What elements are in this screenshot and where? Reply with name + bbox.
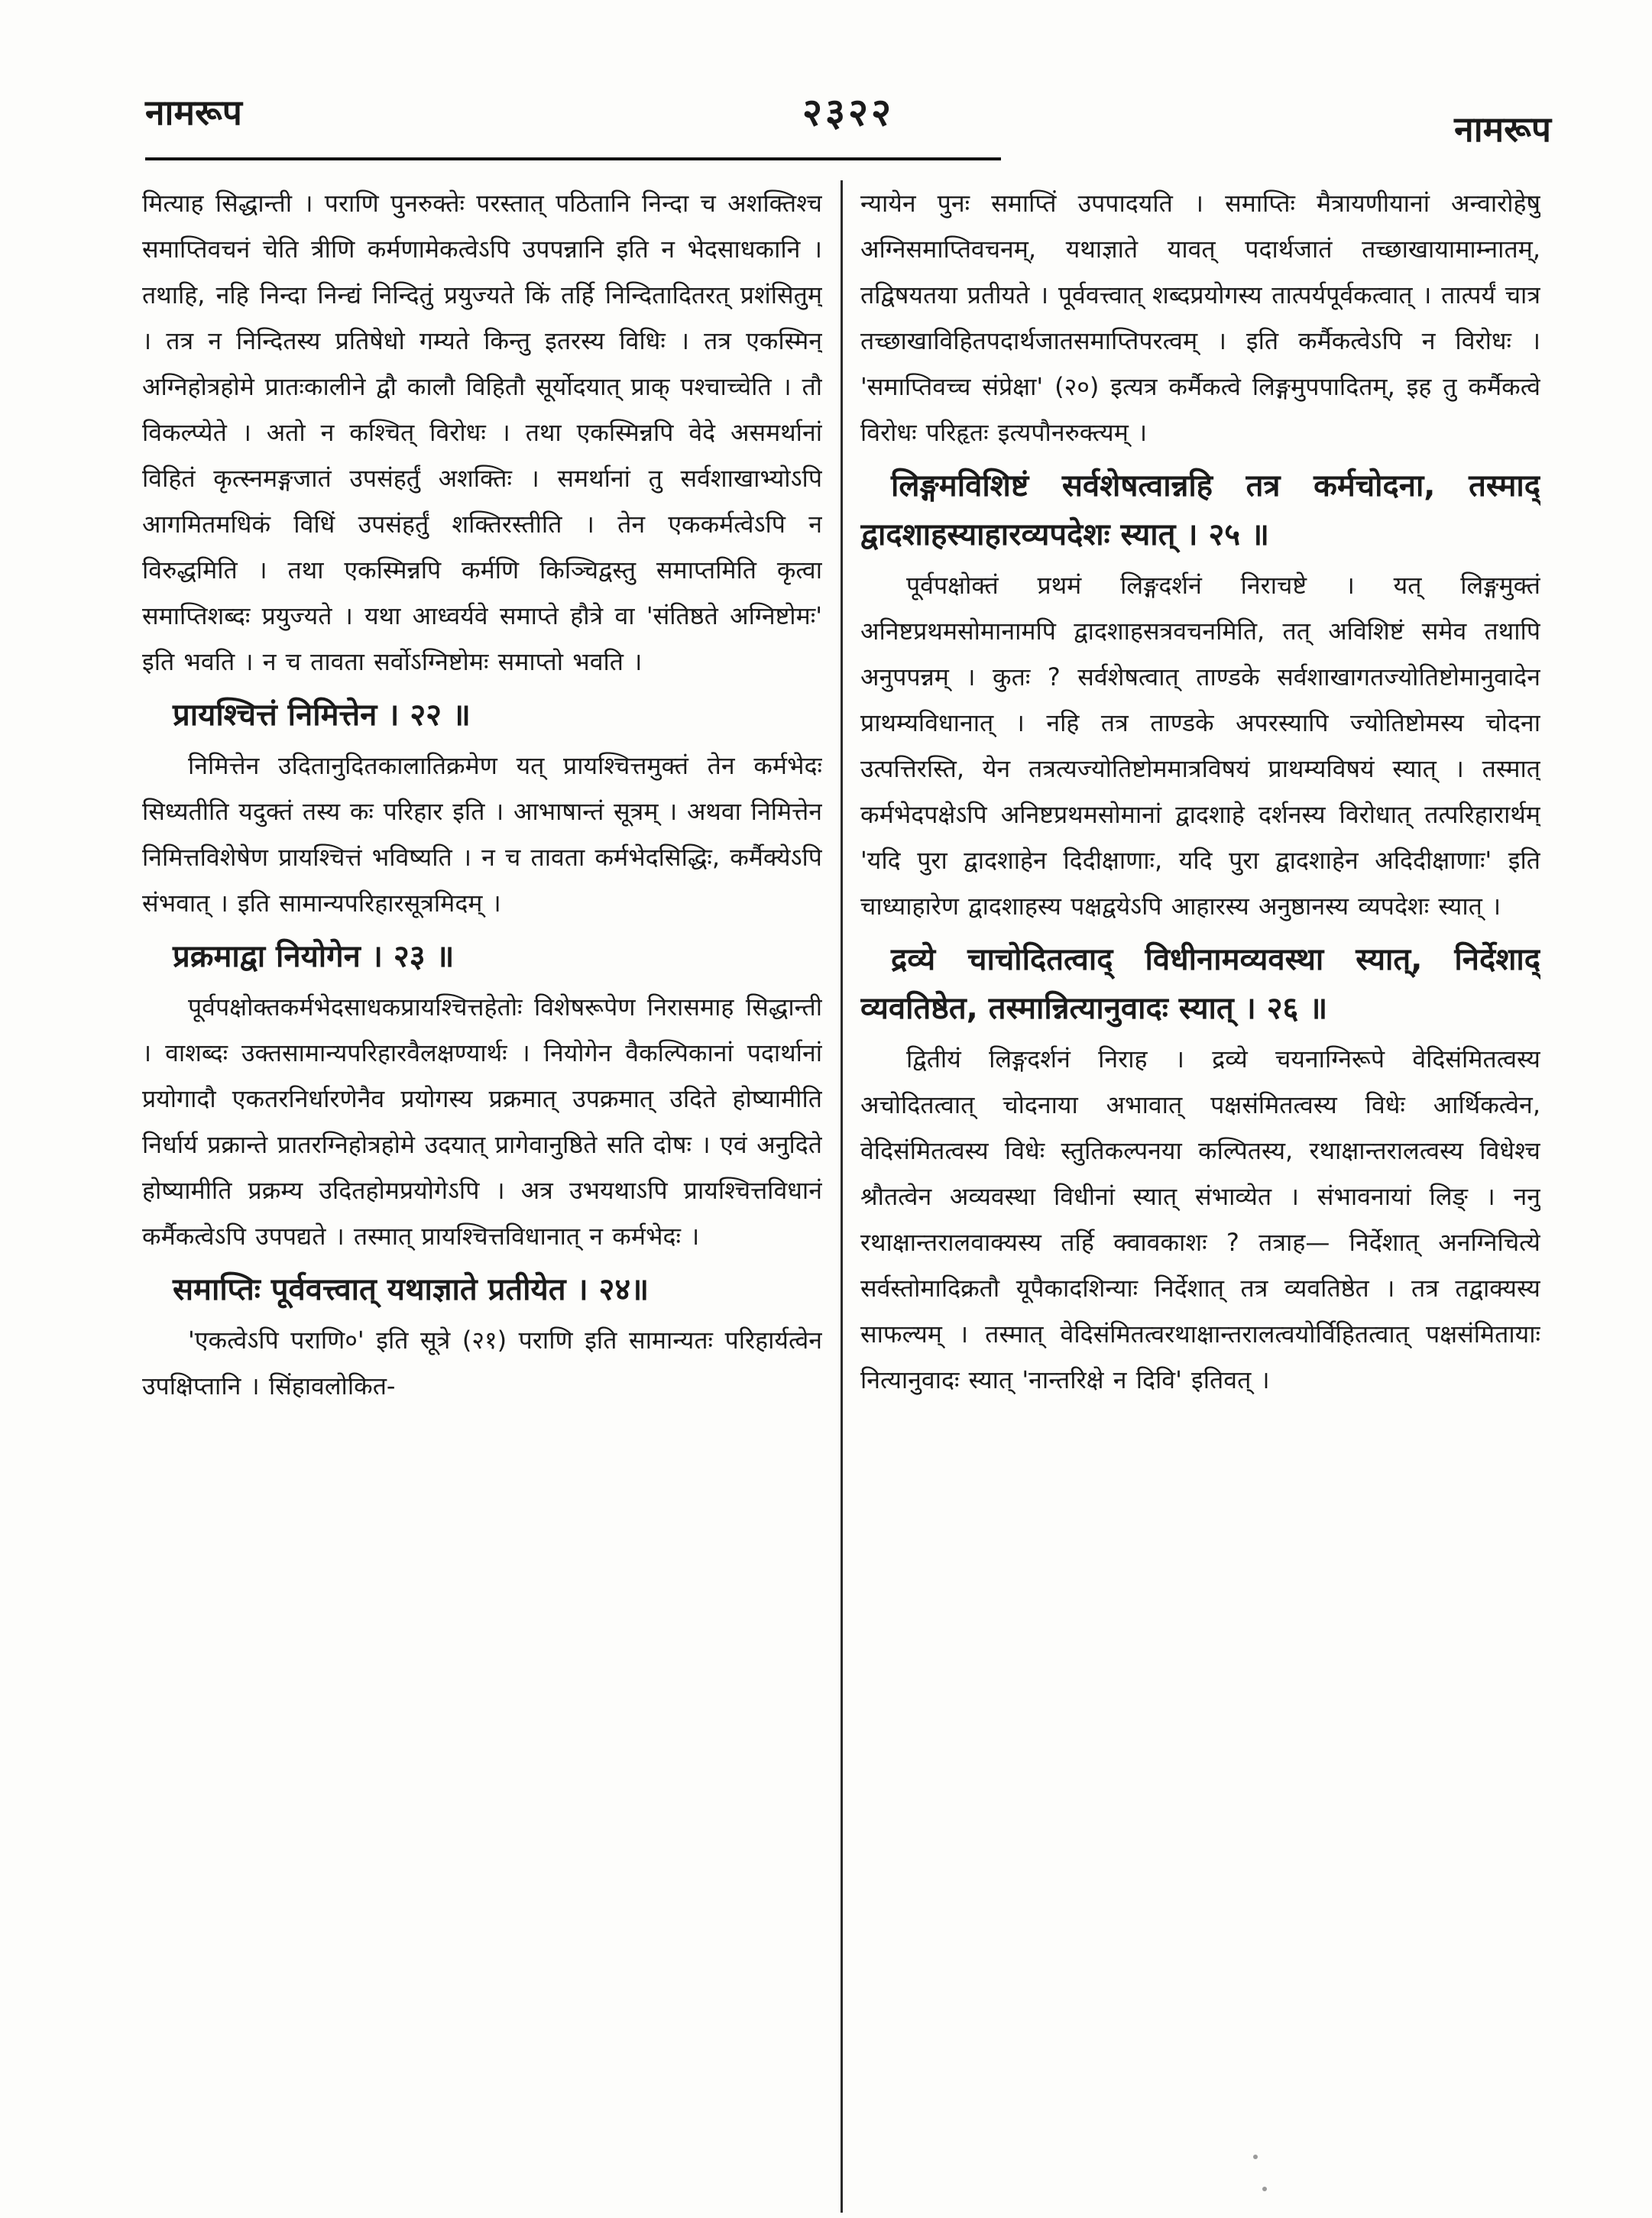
header-rule bbox=[145, 157, 1001, 160]
header-left-keyword: नामरूप bbox=[145, 92, 242, 133]
sutra-heading: लिङ्गमविशिष्टं सर्वशेषत्वान्नहि तत्र कर्मचोदना, तस्माद् द्वादशाहस्याहारव्यपदेशः स्यात् । २५ ॥ bbox=[860, 468, 1540, 552]
page-number: २३२२ bbox=[802, 90, 894, 134]
print-speck bbox=[1253, 2155, 1258, 2159]
sutra-heading: समाप्तिः पूर्ववत्त्वात् यथाज्ञाते प्रतीयेत । २४॥ bbox=[173, 1272, 649, 1307]
header-right-keyword: नामरूप bbox=[1454, 108, 1551, 150]
commentary-paragraph: द्वितीयं लिङ्गदर्शनं निराह । द्रव्ये चयनाग्निरूपे वेदिसंमितत्वस्य अचोदितत्वात् चोदनाया अभावात् पक्षसंमितत्वस्य विधेः आर्थिकत्वेन, वेदिसंमितत्वस्य विधेः स्तुतिकल्पनया कल्पितस्य, रथाक्षान्तरालत्वस्य विधेश्च श्रौतत्वेन अव्यवस्था विधीनां स्यात् संभाव्येत । संभावनायां लिङ् । ननु रथाक्षान्तरालवाक्यस्य तर्हि क्वावकाशः ? तत्राह— निर्देशात् अनग्निचित्ये सर्वस्तोमादिक्रतौ यूपैकादशिन्याः निर्देशात् तत्र व्यवतिष्ठेत । तत्र तद्वाक्यस्य साफल्यम् । तस्मात् वेदिसंमितत्वरथाक्षान्तरालत्वयोर्विहितत्वात् पक्षसंमितायाः नित्यानुवादः स्यात् 'नान्तरिक्षे न दिवि' इतिवत् । bbox=[860, 1044, 1540, 1394]
sutra-heading: प्रक्रमाद्वा नियोगेन । २३ ॥ bbox=[173, 939, 455, 974]
right-column bbox=[860, 180, 1540, 2029]
print-speck bbox=[1262, 2187, 1267, 2191]
commentary-paragraph: मित्याह सिद्धान्ती । पराणि पुनरुक्तेः परस्तात् पठितानि निन्दा च अशक्तिश्च समाप्तिवचनं चेति त्रीणि कर्मणामेकत्वेऽपि उपपन्नानि इति न भेदसाधकानि । तथाहि, नहि निन्दा निन्द्यं निन्दितुं प्रयुज्यते किं तर्हि निन्दितादितरत् प्रशंसितुम् । तत्र न निन्दितस्य प्रतिषेधो गम्यते किन्तु इतरस्य विधिः । तत्र एकस्मिन् अग्निहोत्रहोमे प्रातःकालीने द्वौ कालौ विहितौ सूर्योदयात् प्राक् पश्चाच्चेति । तौ विकल्प्येते । अतो न कश्चित् विरोधः । तथा एकस्मिन्नपि वेदे असमर्थानां विहितं कृत्स्नमङ्गजातं उपसंहर्तुं अशक्तिः । समर्थानां तु सर्वशाखाभ्योऽपि आगमितमधिकं विधिं उपसंहर्तुं शक्तिरस्तीति । तेन एककर्मत्वेऽपि न विरुद्धमिति । तथा एकस्मिन्नपि कर्मणि किञ्चिद्वस्तु समाप्तमिति कृत्वा समाप्तिशब्दः प्रयुज्यते । यथा आध्वर्यवे समाप्ते हौत्रे वा 'संतिष्ठते अग्निष्टोमः' इति भवति । न च तावता सर्वोऽग्निष्टोमः समाप्तो भवति । bbox=[142, 189, 822, 676]
sutra-heading: द्रव्ये चाचोदितत्वाद् विधीनामव्यवस्था स्यात्, निर्देशाद् व्यवतिष्ठेत, तस्मान्नित्यानुवादः स्यात् । २६ ॥ bbox=[860, 942, 1540, 1026]
running-head bbox=[145, 86, 1551, 154]
left-column bbox=[142, 180, 822, 2090]
sutra-heading: प्रायश्चित्तं निमित्तेन । २२ ॥ bbox=[173, 698, 471, 733]
commentary-paragraph: न्यायेन पुनः समाप्तिं उपपादयति । समाप्तिः मैत्रायणीयानां अन्वारोहेषु अग्निसमाप्तिवचनम्, यथाज्ञाते यावत् पदार्थजातं तच्छाखायामाम्नातम्, तद्विषयतया प्रतीयते । पूर्ववत्त्वात् शब्दप्रयोगस्य तात्पर्यपूर्वकत्वात् । तात्पर्यं चात्र तच्छाखाविहितपदार्थजातसमाप्तिपरत्वम् । इति कर्मैकत्वेऽपि न विरोधः । 'समाप्तिवच्च संप्रेक्षा' (२०) इत्यत्र कर्मैकत्वे लिङ्गमुपपादितम्, इह तु कर्मैकत्वे विरोधः परिहृतः इत्यपौनरुक्त्यम् । bbox=[860, 189, 1540, 447]
commentary-paragraph: 'एकत्वेऽपि पराणि०' इति सूत्रे (२१) पराणि इति सामान्यतः परिहार्यत्वेन उपक्षिप्तानि । सिंहावलोकित- bbox=[142, 1326, 822, 1400]
commentary-paragraph: पूर्वपक्षोक्तकर्मभेदसाधकप्रायश्चित्तहेतोः विशेषरूपेण निरासमाह सिद्धान्ती । वाशब्दः उक्तसामान्यपरिहारवैलक्षण्यार्थः । नियोगेन वैकल्पिकानां पदार्थानां प्रयोगादौ एकतरनिर्धारणेनैव प्रयोगस्य प्रक्रमात् उपक्रमात् उदिते होष्यामीति निर्धार्य प्रक्रान्ते प्रातरग्निहोत्रहोमे उदयात् प्रागेवानुष्ठिते सति दोषः । एवं अनुदिते होष्यामीति प्रक्रम्य उदितहोमप्रयोगेऽपि । अत्र उभयथाऽपि प्रायश्चित्तविधानं कर्मैकत्वेऽपि उपपद्यते । तस्मात् प्रायश्चित्तविधानात् न कर्मभेदः । bbox=[142, 992, 822, 1251]
commentary-paragraph: पूर्वपक्षोक्तं प्रथमं लिङ्गदर्शनं निराचष्टे । यत् लिङ्गमुक्तं अनिष्टप्रथमसोमानामपि द्वादशाहसत्रवचनमिति, तत् अविशिष्टं समेव तथापि अनुपपन्नम् । कुतः ? सर्वशेषत्वात् ताण्डके सर्वशाखागतज्योतिष्टोमानुवादेन प्राथम्यविधानात् । नहि तत्र ताण्डके अपरस्यापि ज्योतिष्टोमस्य चोदना उत्पत्तिरस्ति, येन तत्रत्यज्योतिष्टोममात्रविषयं प्राथम्यविषयं स्यात् । तस्मात् कर्मभेदपक्षेऽपि अनिष्टप्रथमसोमानां द्वादशाहे दर्शनस्य विरोधात् तत्परिहारार्थम् 'यदि पुरा द्वादशाहेन दिदीक्षाणाः, यदि पुरा द्वादशाहेन अदिदीक्षाणाः' इति चाध्याहारेण द्वादशाहस्य पक्षद्वयेऽपि आहारस्य अनुष्ठानस्य व्यपदेशः स्यात् । bbox=[860, 571, 1540, 921]
column-divider bbox=[841, 180, 843, 2213]
commentary-paragraph: निमित्तेन उदितानुदितकालातिक्रमेण यत् प्रायश्चित्तमुक्तं तेन कर्मभेदः सिध्यतीति यदुक्तं तस्य कः परिहार इति । आभाषान्तं सूत्रम् । अथवा निमित्तेन निमित्तविशेषेण प्रायश्चित्तं भविष्यति । न च तावता कर्मभेदसिद्धिः, कर्मैक्येऽपि संभवात् । इति सामान्यपरिहारसूत्रमिदम् । bbox=[142, 751, 822, 918]
